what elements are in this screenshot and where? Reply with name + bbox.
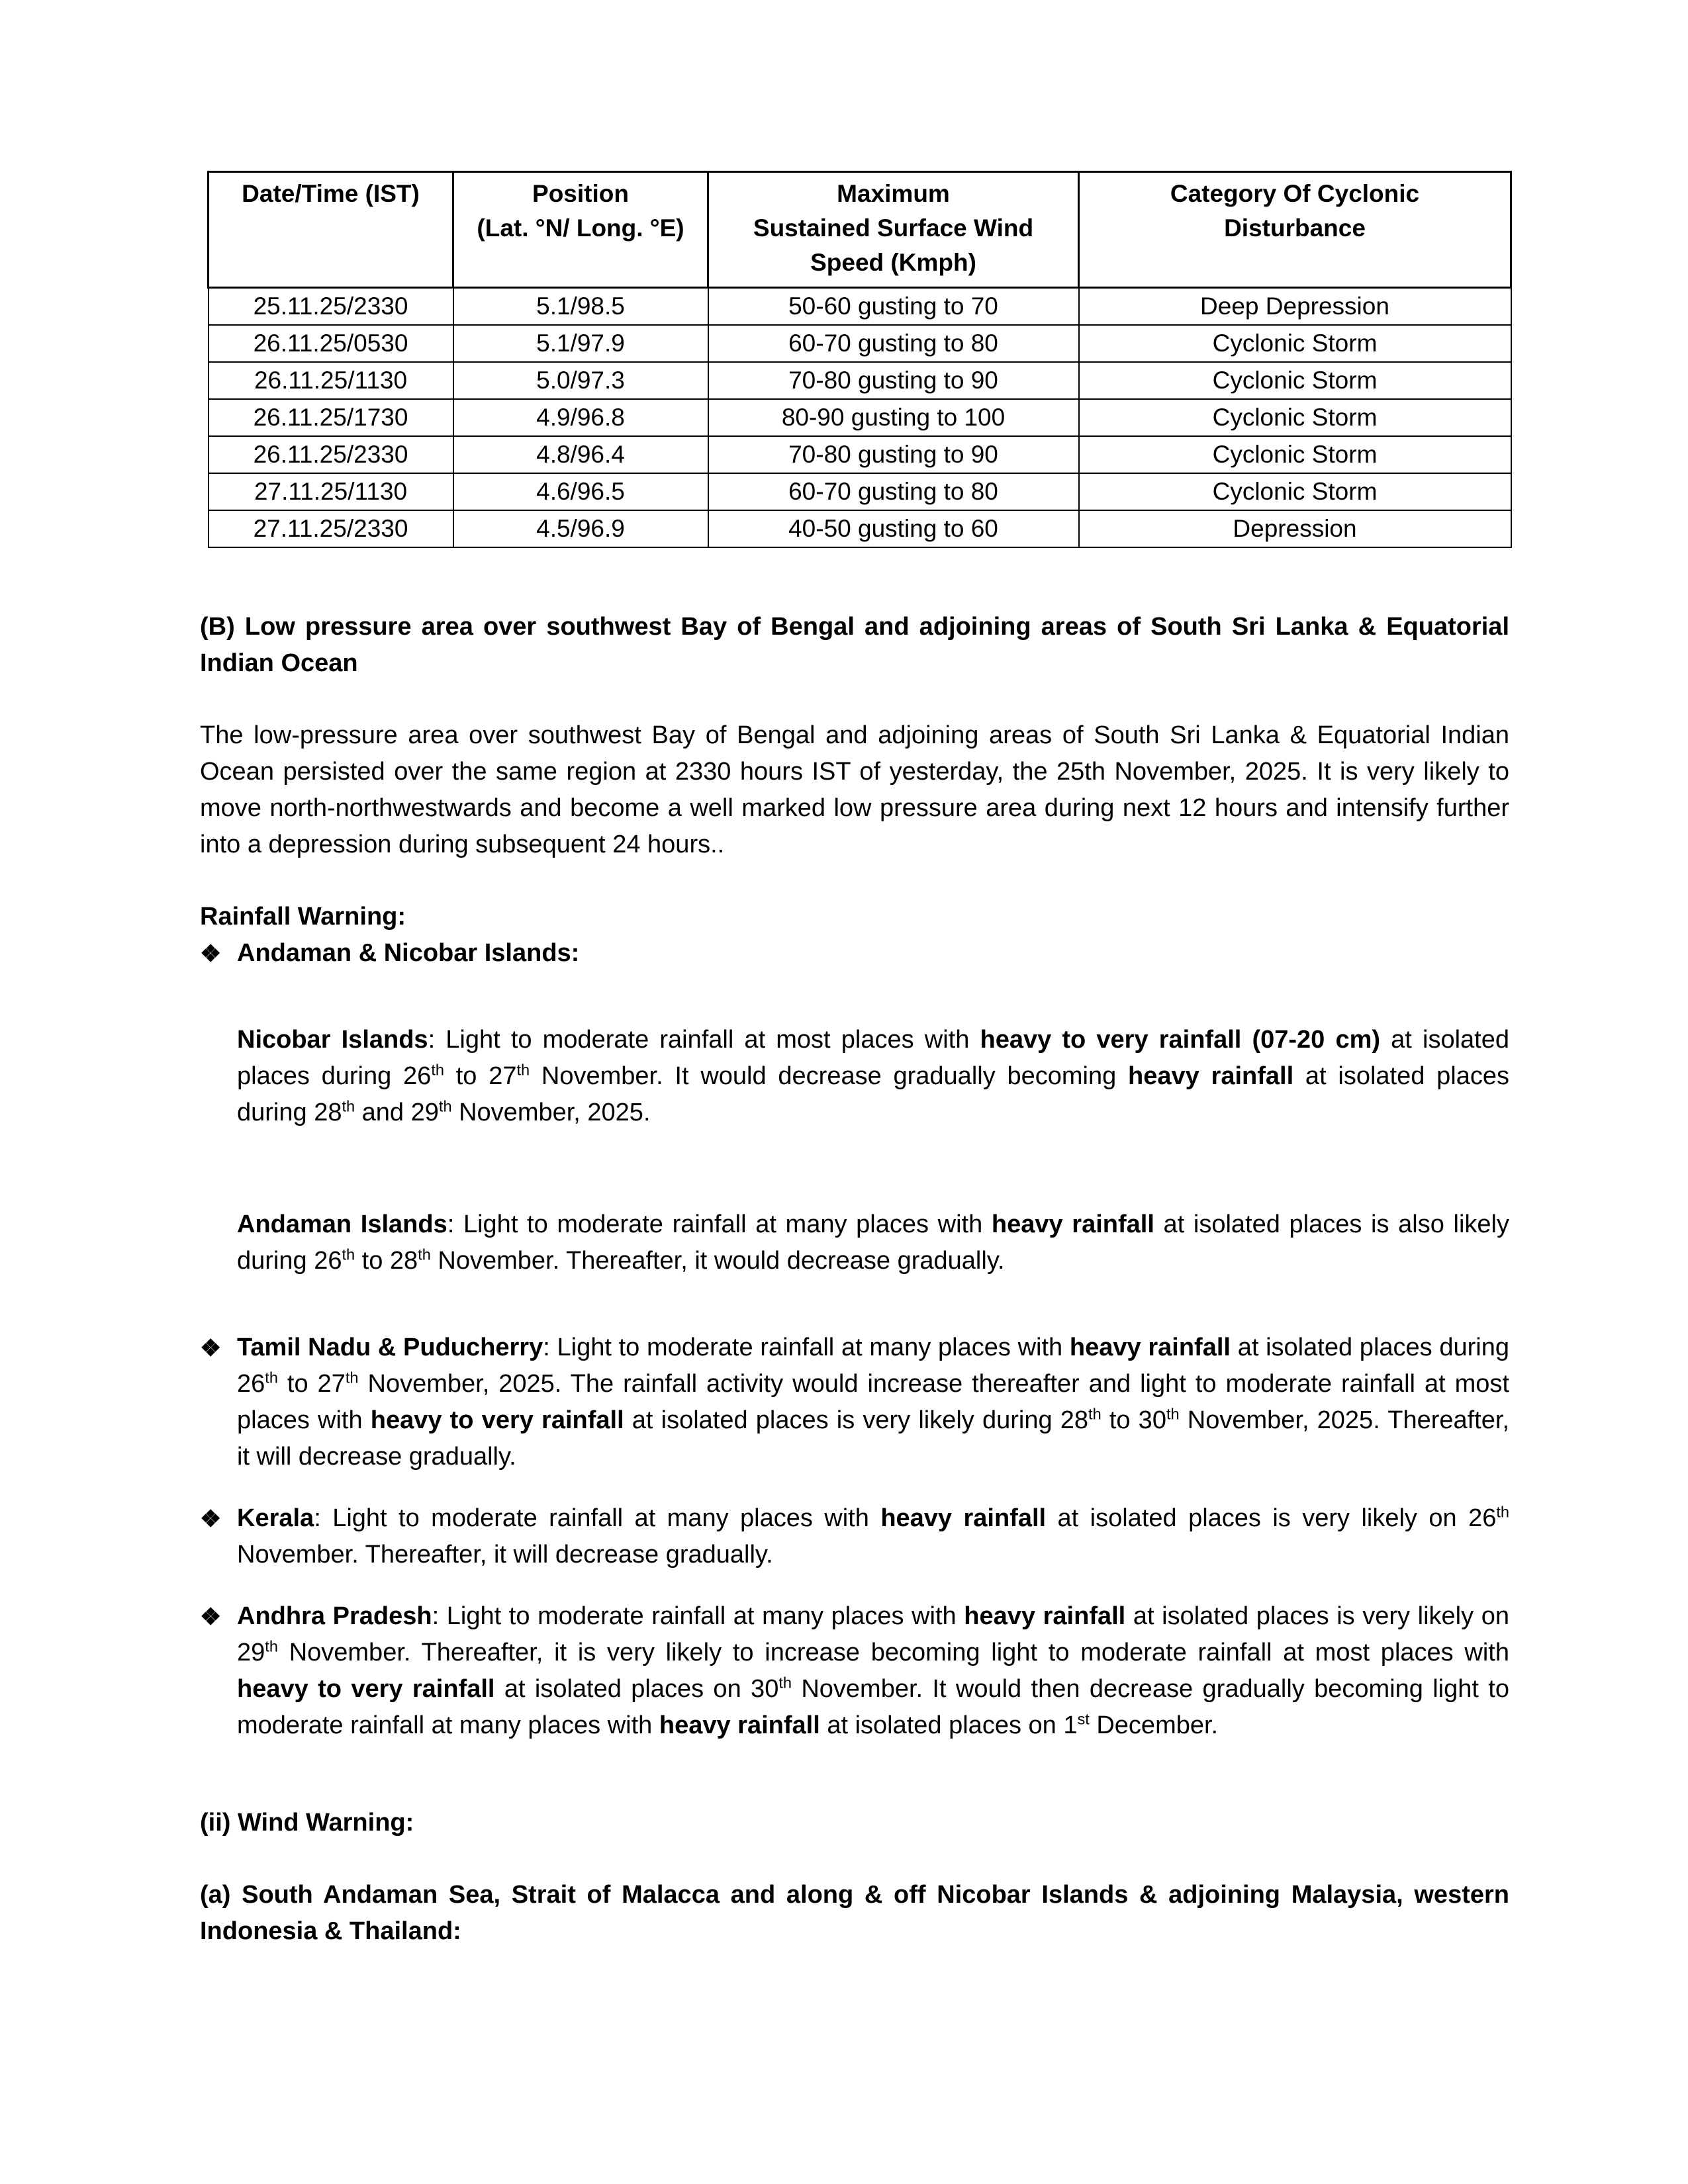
region-name-tamil-nadu: Tamil Nadu & Puducherry <box>237 1334 543 1361</box>
table-body <box>209 288 1511 548</box>
cell-datetime: 26.11.25/0530 <box>209 325 453 362</box>
spacer <box>200 1573 1509 1598</box>
wind-warning-subsection-a: (a) South Andaman Sea, Strait of Malacca and along & off Nicobar Islands & adjoining Malaysia, western Indonesia & Thailand: <box>200 1881 1509 1945</box>
emphasis-heavy-very-rainfall: heavy to very rainfall <box>370 1406 624 1434</box>
ordinal-suffix: th <box>431 1061 444 1079</box>
cell-wind-speed: 50-60 gusting to 70 <box>708 288 1079 326</box>
cell-wind-speed: 60-70 gusting to 80 <box>708 325 1079 362</box>
header-line: Position <box>532 180 629 207</box>
header-line: Speed (Kmph) <box>810 249 976 276</box>
cell-category: Depression <box>1079 510 1511 547</box>
diamond-bullet-icon: ❖ <box>200 1603 222 1630</box>
table-row <box>209 436 1511 473</box>
ordinal-suffix: th <box>1088 1405 1102 1423</box>
diamond-bullet-icon: ❖ <box>200 1505 222 1532</box>
region-name-kerala: Kerala <box>237 1504 314 1532</box>
ordinal-suffix: th <box>1496 1503 1509 1521</box>
text: November. Thereafter, it would decrease gradually. <box>430 1247 1005 1275</box>
cell-position: 4.6/96.5 <box>453 473 708 510</box>
column-header-category <box>1079 172 1511 288</box>
rainfall-warning-title: Rainfall Warning: <box>200 903 406 931</box>
cell-category: Cyclonic Storm <box>1079 399 1511 436</box>
ordinal-suffix: th <box>438 1097 452 1115</box>
text: at isolated places on 30 <box>494 1675 779 1703</box>
bullet-kerala <box>200 1500 1509 1573</box>
table-row <box>209 399 1511 436</box>
cell-position: 5.0/97.3 <box>453 362 708 399</box>
cell-wind-speed: 40-50 gusting to 60 <box>708 510 1079 547</box>
cell-category: Cyclonic Storm <box>1079 436 1511 473</box>
cell-wind-speed: 70-80 gusting to 90 <box>708 362 1079 399</box>
header-line: Disturbance <box>1224 214 1366 242</box>
region-name-andhra-pradesh: Andhra Pradesh <box>237 1602 432 1630</box>
emphasis-heavy-very-rainfall: heavy to very rainfall <box>237 1675 495 1703</box>
text: : Light to moderate rainfall at many places with <box>447 1210 992 1238</box>
emphasis-heavy-rainfall: heavy rainfall <box>1069 1334 1231 1361</box>
section-b-paragraph: The low-pressure area over southwest Bay of Bengal and adjoining areas of South Sri Lanka & Equatorial Indian Ocean persisted over the same region at 2330 hours IST of yesterday, the 25th November, 2025. It is very likely to move north-northwestwards and become a well marked low pressure area during next 12 hours and intensify further into a depression during subsequent 24 hours.. <box>200 721 1509 858</box>
text: at isolated places is very likely on 26 <box>1046 1504 1497 1532</box>
table-row <box>209 510 1511 547</box>
cell-wind-speed: 70-80 gusting to 90 <box>708 436 1079 473</box>
text: November. Thereafter, it is very likely to increase becoming light to moderate rainfall at most places with <box>277 1639 1509 1666</box>
text: to 27 <box>277 1370 346 1398</box>
cell-datetime: 26.11.25/2330 <box>209 436 453 473</box>
emphasis-heavy-very-rainfall: heavy to very rainfall (07-20 cm) <box>980 1026 1381 1054</box>
spacer <box>200 1304 1509 1330</box>
cell-category: Cyclonic Storm <box>1079 473 1511 510</box>
ordinal-suffix: th <box>1166 1405 1180 1423</box>
text: November, 2025. The rainfall activity would increase thereafter and light to moderate rainfall at most places with <box>237 1370 1509 1434</box>
header-line: (Lat. °N/ Long. °E) <box>477 214 684 242</box>
cell-position: 4.5/96.9 <box>453 510 708 547</box>
spacer <box>200 972 1509 997</box>
text: at isolated places is very likely on 29 <box>237 1602 1509 1666</box>
ordinal-suffix: th <box>345 1369 359 1387</box>
ordinal-suffix: th <box>418 1246 431 1263</box>
paragraph-tamil-nadu-puducherry <box>237 1330 1509 1475</box>
spacer <box>200 863 1509 899</box>
paragraph-kerala <box>237 1500 1509 1573</box>
ordinal-suffix: th <box>265 1637 278 1655</box>
ordinal-suffix: th <box>778 1674 792 1692</box>
cell-position: 4.9/96.8 <box>453 399 708 436</box>
diamond-bullet-icon: ❖ <box>200 940 222 967</box>
spacer <box>200 548 1509 609</box>
text: November. It would decrease gradually becoming <box>530 1062 1129 1090</box>
spacer <box>200 1744 1509 1805</box>
bullet-andaman-nicobar-islands <box>200 935 1509 972</box>
column-header-datetime <box>209 172 453 288</box>
cell-category: Cyclonic Storm <box>1079 362 1511 399</box>
text: : Light to moderate rainfall at most places with <box>428 1026 980 1054</box>
column-header-wind-speed <box>708 172 1079 288</box>
text: November. It would then decrease gradually becoming light to moderate rainfall at many places with <box>237 1675 1509 1739</box>
bullet-andhra-pradesh <box>200 1598 1509 1744</box>
spacer <box>200 1156 1509 1181</box>
cell-position: 4.8/96.4 <box>453 436 708 473</box>
table-header-row <box>209 172 1511 288</box>
bullet-tamil-nadu-puducherry <box>200 1330 1509 1475</box>
cell-category: Cyclonic Storm <box>1079 325 1511 362</box>
text: and 29 <box>355 1099 439 1126</box>
wind-warning-title: (ii) Wind Warning: <box>200 1809 414 1837</box>
text: : Light to moderate rainfall at many places with <box>432 1602 964 1630</box>
cell-datetime: 27.11.25/1130 <box>209 473 453 510</box>
cell-datetime: 26.11.25/1730 <box>209 399 453 436</box>
paragraph-nicobar-islands <box>237 1022 1509 1131</box>
region-name-nicobar: Nicobar Islands <box>237 1026 428 1054</box>
cell-datetime: 25.11.25/2330 <box>209 288 453 326</box>
cell-category: Deep Depression <box>1079 288 1511 326</box>
text: at isolated places on 1 <box>820 1711 1078 1739</box>
text: to 30 <box>1101 1406 1166 1434</box>
table-header <box>209 172 1511 288</box>
section-b-heading: (B) Low pressure area over southwest Bay of Bengal and adjoining areas of South Sri Lanka & Equatorial Indian Ocean <box>200 613 1509 677</box>
text: at isolated places is very likely during 28 <box>624 1406 1089 1434</box>
ordinal-suffix: th <box>342 1097 355 1115</box>
spacer <box>200 1841 1509 1877</box>
emphasis-heavy-rainfall: heavy rainfall <box>880 1504 1047 1532</box>
cell-wind-speed: 60-70 gusting to 80 <box>708 473 1079 510</box>
text: at isolated places during 28 <box>237 1062 1510 1126</box>
bullet-label-andaman-nicobar: Andaman & Nicobar Islands: <box>237 939 580 967</box>
diamond-bullet-icon: ❖ <box>200 1334 222 1361</box>
spacer <box>200 682 1509 717</box>
emphasis-heavy-rainfall: heavy rainfall <box>1128 1062 1294 1090</box>
text: at isolated places is also likely during 26 <box>237 1210 1509 1275</box>
header-line: Category Of Cyclonic <box>1170 180 1420 207</box>
cell-datetime: 26.11.25/1130 <box>209 362 453 399</box>
emphasis-heavy-rainfall-2: heavy rainfall <box>659 1711 820 1739</box>
text: November, 2025. <box>451 1099 651 1126</box>
text: November, 2025. Thereafter, it will decrease gradually. <box>237 1406 1509 1471</box>
ordinal-suffix: th <box>516 1061 530 1079</box>
emphasis-heavy-rainfall: heavy rainfall <box>991 1210 1154 1238</box>
ordinal-suffix: th <box>265 1369 278 1387</box>
ordinal-suffix: st <box>1077 1710 1090 1728</box>
text: at isolated places during 26 <box>237 1026 1509 1090</box>
header-line: Maximum <box>837 180 950 207</box>
text: : Light to moderate rainfall at many places with <box>314 1504 881 1532</box>
cell-wind-speed: 80-90 gusting to 100 <box>708 399 1079 436</box>
header-line: Date/Time (IST) <box>242 180 420 207</box>
region-name-andaman: Andaman Islands <box>237 1210 447 1238</box>
text: at isolated places during 26 <box>237 1334 1510 1398</box>
text: : Light to moderate rainfall at many places with <box>543 1334 1070 1361</box>
emphasis-heavy-rainfall: heavy rainfall <box>964 1602 1126 1630</box>
cell-datetime: 27.11.25/2330 <box>209 510 453 547</box>
paragraph-andhra-pradesh <box>237 1598 1509 1744</box>
ordinal-suffix: th <box>342 1246 355 1263</box>
table-row <box>209 325 1511 362</box>
column-header-position <box>453 172 708 288</box>
table-row <box>209 473 1511 510</box>
table-row <box>209 288 1511 326</box>
text: to 28 <box>355 1247 418 1275</box>
cell-position: 5.1/98.5 <box>453 288 708 326</box>
text: to 27 <box>444 1062 517 1090</box>
text: December. <box>1089 1711 1219 1739</box>
paragraph-andaman-islands <box>237 1206 1509 1279</box>
table-row <box>209 362 1511 399</box>
text: November. Thereafter, it will decrease gradually. <box>237 1541 773 1569</box>
header-line: Sustained Surface Wind <box>753 214 1034 242</box>
cyclone-forecast-table <box>207 171 1512 548</box>
spacer <box>200 1475 1509 1500</box>
cell-position: 5.1/97.9 <box>453 325 708 362</box>
